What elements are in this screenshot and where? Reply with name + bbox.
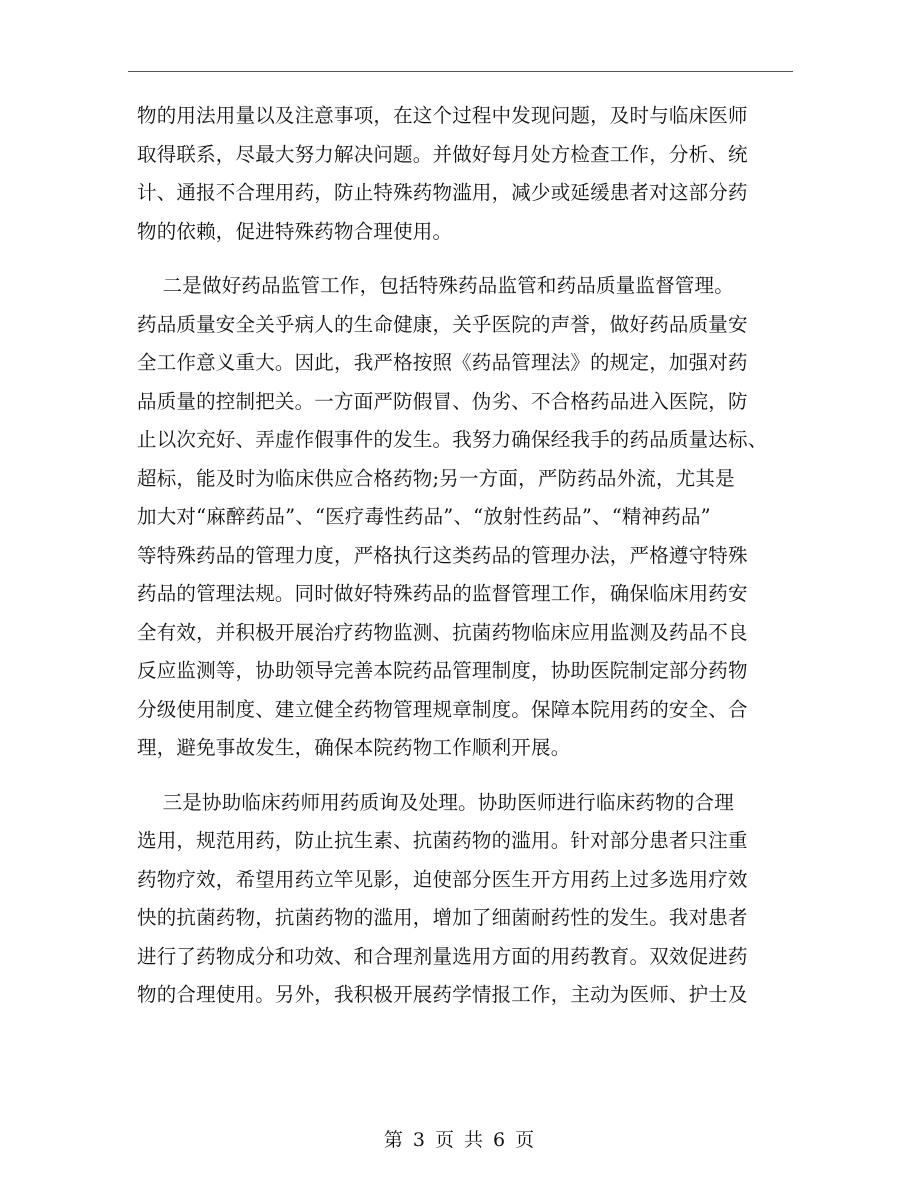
- text-line: 物的用法用量以及注意事项，在这个过程中发现问题，及时与临床医师: [137, 104, 748, 127]
- text-line: 全工作意义重大。因此，我严格按照《药品管理法》的规定，加强对药: [137, 351, 748, 374]
- paragraph-gap: [137, 251, 792, 267]
- text-line: 计、通报不合理用药，防止特殊药物滥用，减少或延缓患者对这部分药: [137, 181, 748, 204]
- text-line: 进行了药物成分和功效、和合理剂量选用方面的用药教育。双效促进药: [137, 944, 748, 968]
- paragraph-3: [137, 784, 792, 1015]
- text-line: 品质量的控制把关。一方面严防假冒、伪劣、不合格药品进入医院，防: [137, 389, 748, 413]
- paragraph-gap: [137, 768, 792, 784]
- text-line: 快的抗菌药物，抗菌药物的滥用，增加了细菌耐药性的发生。我对患者: [137, 906, 748, 929]
- text-line: 超标，能及时为临床供应合格药物;另一方面，严防药品外流，尤其是: [137, 466, 735, 490]
- text-line: 物的依赖，促进特殊药物合理使用。: [137, 219, 453, 243]
- page-number-footer: 第 3 页 共 6 页: [383, 1129, 537, 1151]
- text-line: 药物疗效，希望用药立竿见影，迫使部分医生开方用药上过多选用疗效: [137, 867, 748, 891]
- text-line: 取得联系，尽最大努力解决问题。并做好每月处方检查工作，分析、统: [137, 142, 748, 166]
- text-line: 反应监测等，协助领导完善本院药品管理制度，协助医院制定部分药物: [137, 659, 748, 682]
- text-line: 理，避免事故发生，确保本院药物工作顺利开展。: [137, 736, 571, 759]
- text-line: 加大对“麻醉药品”、“医疗毒性药品”、“放射性药品”、“精神药品”: [137, 505, 711, 528]
- text-line: 三是协助临床药师用药质询及处理。协助医师进行临床药物的合理: [137, 790, 734, 814]
- text-line: 药品的管理法规。同时做好特殊药品的监督管理工作，确保临床用药安: [137, 582, 748, 605]
- header-rule: [128, 71, 793, 72]
- text-line: 等特殊药品的管理力度，严格执行这类药品的管理办法，严格遵守特殊: [137, 543, 748, 567]
- text-line: 选用，规范用药，防止抗生素、抗菌药物的滥用。针对部分患者只注重: [137, 829, 748, 852]
- text-line: 药品质量安全关乎病人的生命健康，关乎医院的声誉，做好药品质量安: [137, 312, 748, 336]
- paragraph-1: [137, 97, 792, 251]
- text-line: 止以次充好、弄虚作假事件的发生。我努力确保经我手的药品质量达标、: [137, 428, 768, 451]
- text-line: 分级使用制度、建立健全药物管理规章制度。保障本院用药的安全、合: [137, 697, 748, 721]
- text-line: 二是做好药品监管工作，包括特殊药品监管和药品质量监督管理。: [137, 274, 734, 297]
- text-line: 全有效，并积极开展治疗药物监测、抗菌药物临床应用监测及药品不良: [137, 620, 748, 644]
- paragraph-2: [137, 267, 792, 768]
- page-body: [137, 97, 792, 1015]
- text-line: 物的合理使用。另外，我积极开展药学情报工作，主动为医师、护士及: [137, 983, 748, 1006]
